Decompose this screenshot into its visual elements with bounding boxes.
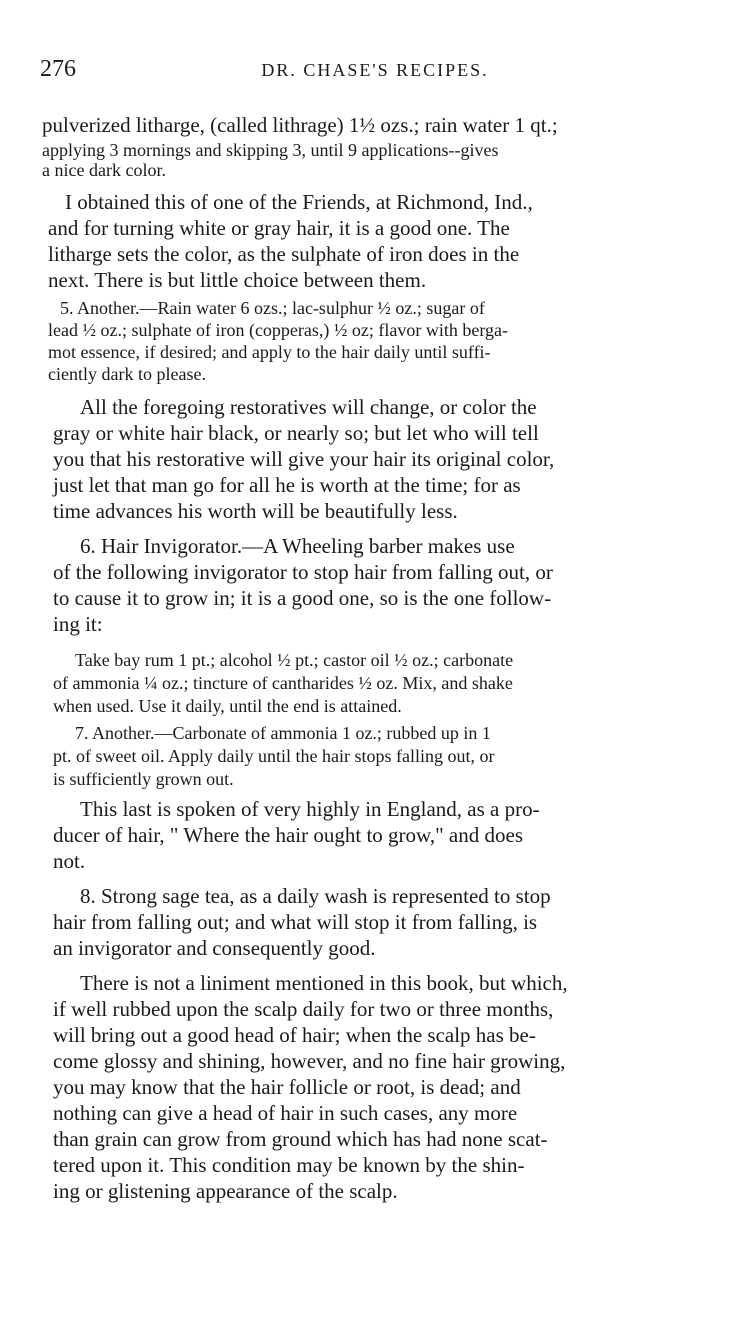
text-line: ducer of hair, " Where the hair ought to grow," and does — [53, 823, 523, 847]
text-line: pulverized litharge, (called lithrage) 1½ ozs.; rain water 1 qt.; — [42, 113, 558, 137]
recipe-7-line: 7. Another.—Carbonate of ammonia 1 oz.; rubbed up in 1 — [75, 723, 491, 743]
text-line: is sufficiently grown out. — [53, 769, 234, 789]
text-line: litharge sets the color, as the sulphate of iron does in the — [48, 242, 520, 266]
text-line: ing it: — [53, 612, 103, 636]
recipe-5-line: 5. Another.—Rain water 6 ozs.; lac-sulphur ½ oz.; sugar of — [60, 298, 485, 318]
text-line: time advances his worth will be beautifully less. — [53, 499, 458, 523]
text-line: mot essence, if desired; and apply to the hair daily until suffi- — [48, 342, 491, 362]
text-line: This last is spoken of very highly in England, as a pro- — [80, 797, 540, 821]
text-line: gray or white hair black, or nearly so; but let who will tell — [53, 421, 539, 445]
text-line: not. — [53, 849, 86, 873]
recipe-8-line: 8. Strong sage tea, as a daily wash is represented to stop — [80, 884, 551, 908]
text-line: lead ½ oz.; sulphate of iron (copperas,) ½ oz; flavor with berga- — [48, 320, 509, 340]
running-head: DR. CHASE'S RECIPES. — [261, 60, 489, 80]
text-line: tered upon it. This condition may be known by the shin- — [53, 1153, 525, 1177]
text-line: Take bay rum 1 pt.; alcohol ½ pt.; castor oil ½ oz.; carbonate — [75, 650, 514, 670]
text-line: hair from falling out; and what will stop it from falling, is — [53, 910, 538, 934]
text-line: next. There is but little choice between them. — [48, 268, 427, 292]
text-line: when used. Use it daily, until the end is attained. — [53, 696, 402, 716]
recipe-6-heading-line: 6. Hair Invigorator.—A Wheeling barber makes use — [80, 534, 515, 558]
text-line: of the following invigorator to stop hair from falling out, or — [53, 560, 553, 584]
text-line: I obtained this of one of the Friends, at Richmond, Ind., — [65, 190, 533, 214]
text-line: of ammonia ¼ oz.; tincture of cantharides ½ oz. Mix, and shake — [53, 673, 513, 693]
text-line: just let that man go for all he is worth at the time; for as — [53, 473, 521, 497]
text-line: an invigorator and consequently good. — [53, 936, 376, 960]
text-line: if well rubbed upon the scalp daily for two or three months, — [53, 997, 554, 1021]
text-line: There is not a liniment mentioned in this book, but which, — [80, 971, 568, 995]
text-line: nothing can give a head of hair in such cases, any more — [53, 1101, 518, 1125]
text-line: applying 3 mornings and skipping 3, until 9 applications--gives — [42, 140, 499, 160]
text-line: will bring out a good head of hair; when the scalp has be- — [53, 1023, 536, 1047]
text-line: a nice dark color. — [42, 160, 166, 180]
text-line: All the foregoing restoratives will change, or color the — [80, 395, 537, 419]
text-line: than grain can grow from ground which has had none scat- — [53, 1127, 548, 1151]
text-line: you that his restorative will give your hair its original color, — [53, 447, 555, 471]
text-line: to cause it to grow in; it is a good one, so is the one follow- — [53, 586, 552, 610]
text-line: come glossy and shining, however, and no fine hair growing, — [53, 1049, 566, 1073]
text-line: and for turning white or gray hair, it is a good one. The — [48, 216, 510, 240]
text-line: ciently dark to please. — [48, 364, 206, 384]
text-line: pt. of sweet oil. Apply daily until the hair stops falling out, or — [53, 746, 495, 766]
text-line: you may know that the hair follicle or root, is dead; and — [53, 1075, 521, 1099]
page-header — [40, 56, 710, 86]
text-line: ing or glistening appearance of the scalp. — [53, 1179, 398, 1203]
page-number: 276 — [40, 56, 76, 82]
